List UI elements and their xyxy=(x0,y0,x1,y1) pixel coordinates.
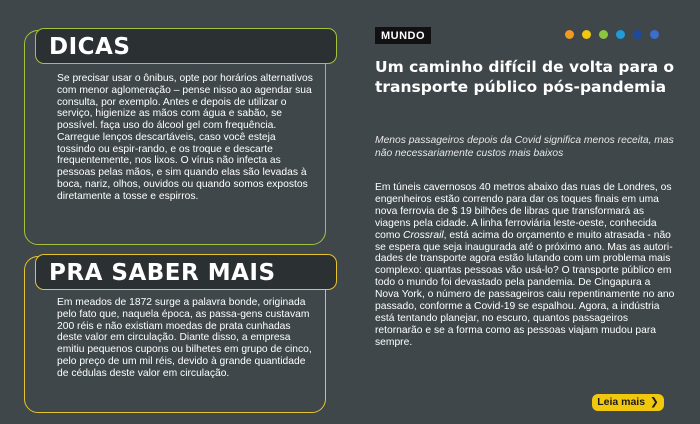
color-dot xyxy=(650,30,659,39)
article-body-part1: Em túneis cavernosos 40 metros abaixo das ruas de Londres, os engenheiros estão correndo para dar os toques finais em uma nova ferrovia de $ 19 bilhões de libras que transformará as viagens pela cidade. A linha ferroviária leste-oeste, conhecida como xyxy=(375,182,672,241)
tips-box xyxy=(24,30,326,245)
read-more-button[interactable] xyxy=(592,394,664,411)
tips-box-title: DICAS xyxy=(35,28,337,64)
color-dot xyxy=(565,30,574,39)
chevron-right-icon: ❯ xyxy=(649,396,659,408)
article-headline: Um caminho difícil de volta para o transporte público pós-pandemia xyxy=(375,58,675,96)
learn-more-box xyxy=(24,256,326,413)
tips-box-body: Se precisar usar o ônibus, opte por horários alternativos com menor aglomeração – pense nisso ao agendar sua consulta, por exemplo. Antes e depois de utilizar o serviço, higienize as mãos com água e sabão, se possível. faça uso do álcool gel com frequência. Carregue lenços descartáveis, caso você esteja tossindo ou espir-rando, e os troque e descarte frequentemente, nos lixos. O vírus não infecta as pessoas pelas mãos, e sim quando elas são levadas à boca, nariz, olhos, ouvidos ou quando somos expostos diretamente a tosse e espirros. xyxy=(57,73,313,202)
color-dot xyxy=(616,30,625,39)
color-dot xyxy=(599,30,608,39)
section-tag: MUNDO xyxy=(375,27,431,44)
read-more-label: Leia mais xyxy=(597,396,646,408)
learn-more-box-title: PRA SABER MAIS xyxy=(35,254,337,290)
learn-more-box-body: Em meados de 1872 surge a palavra bonde, originada pelo fato que, naquela época, as passa-gens custavam 200 réis e não existiam moedas de prata cunhadas deste valor em circulação. Diante disso, a empresa emitiu pequenos cupons ou bilhetes em grupo de cinco, pelo preço de um mil réis, devido à grande quantidade de cédulas deste valor em circulação. xyxy=(57,297,312,379)
article-body-part2: , está acima do orçamento e muito atrasada - não se espera que seja inaugurada até o próximo ano. Mas as autori-dades de transporte agora estão lutando com um problema mais complexo: quantas pessoas vão usá-lo? O transporte público em todo o mundo foi devastado pela pandemia. De Cingapura a Nova York, o número de passageiros caiu repentinamente no ano passado, conforme a Covid-19 se espalhou. Agora, a indústria está tentando planejar, no escuro, quantos passageiros retornarão e se a forma como as pessoas viajam mudou para sempre. xyxy=(375,229,675,348)
color-dot xyxy=(582,30,591,39)
article-subhead: Menos passageiros depois da Covid significa menos receita, mas não necessariamente custos mais baixos xyxy=(375,135,674,159)
article-body xyxy=(375,182,675,349)
article-body-italic: Crossrail xyxy=(403,229,444,241)
color-dot xyxy=(633,30,642,39)
